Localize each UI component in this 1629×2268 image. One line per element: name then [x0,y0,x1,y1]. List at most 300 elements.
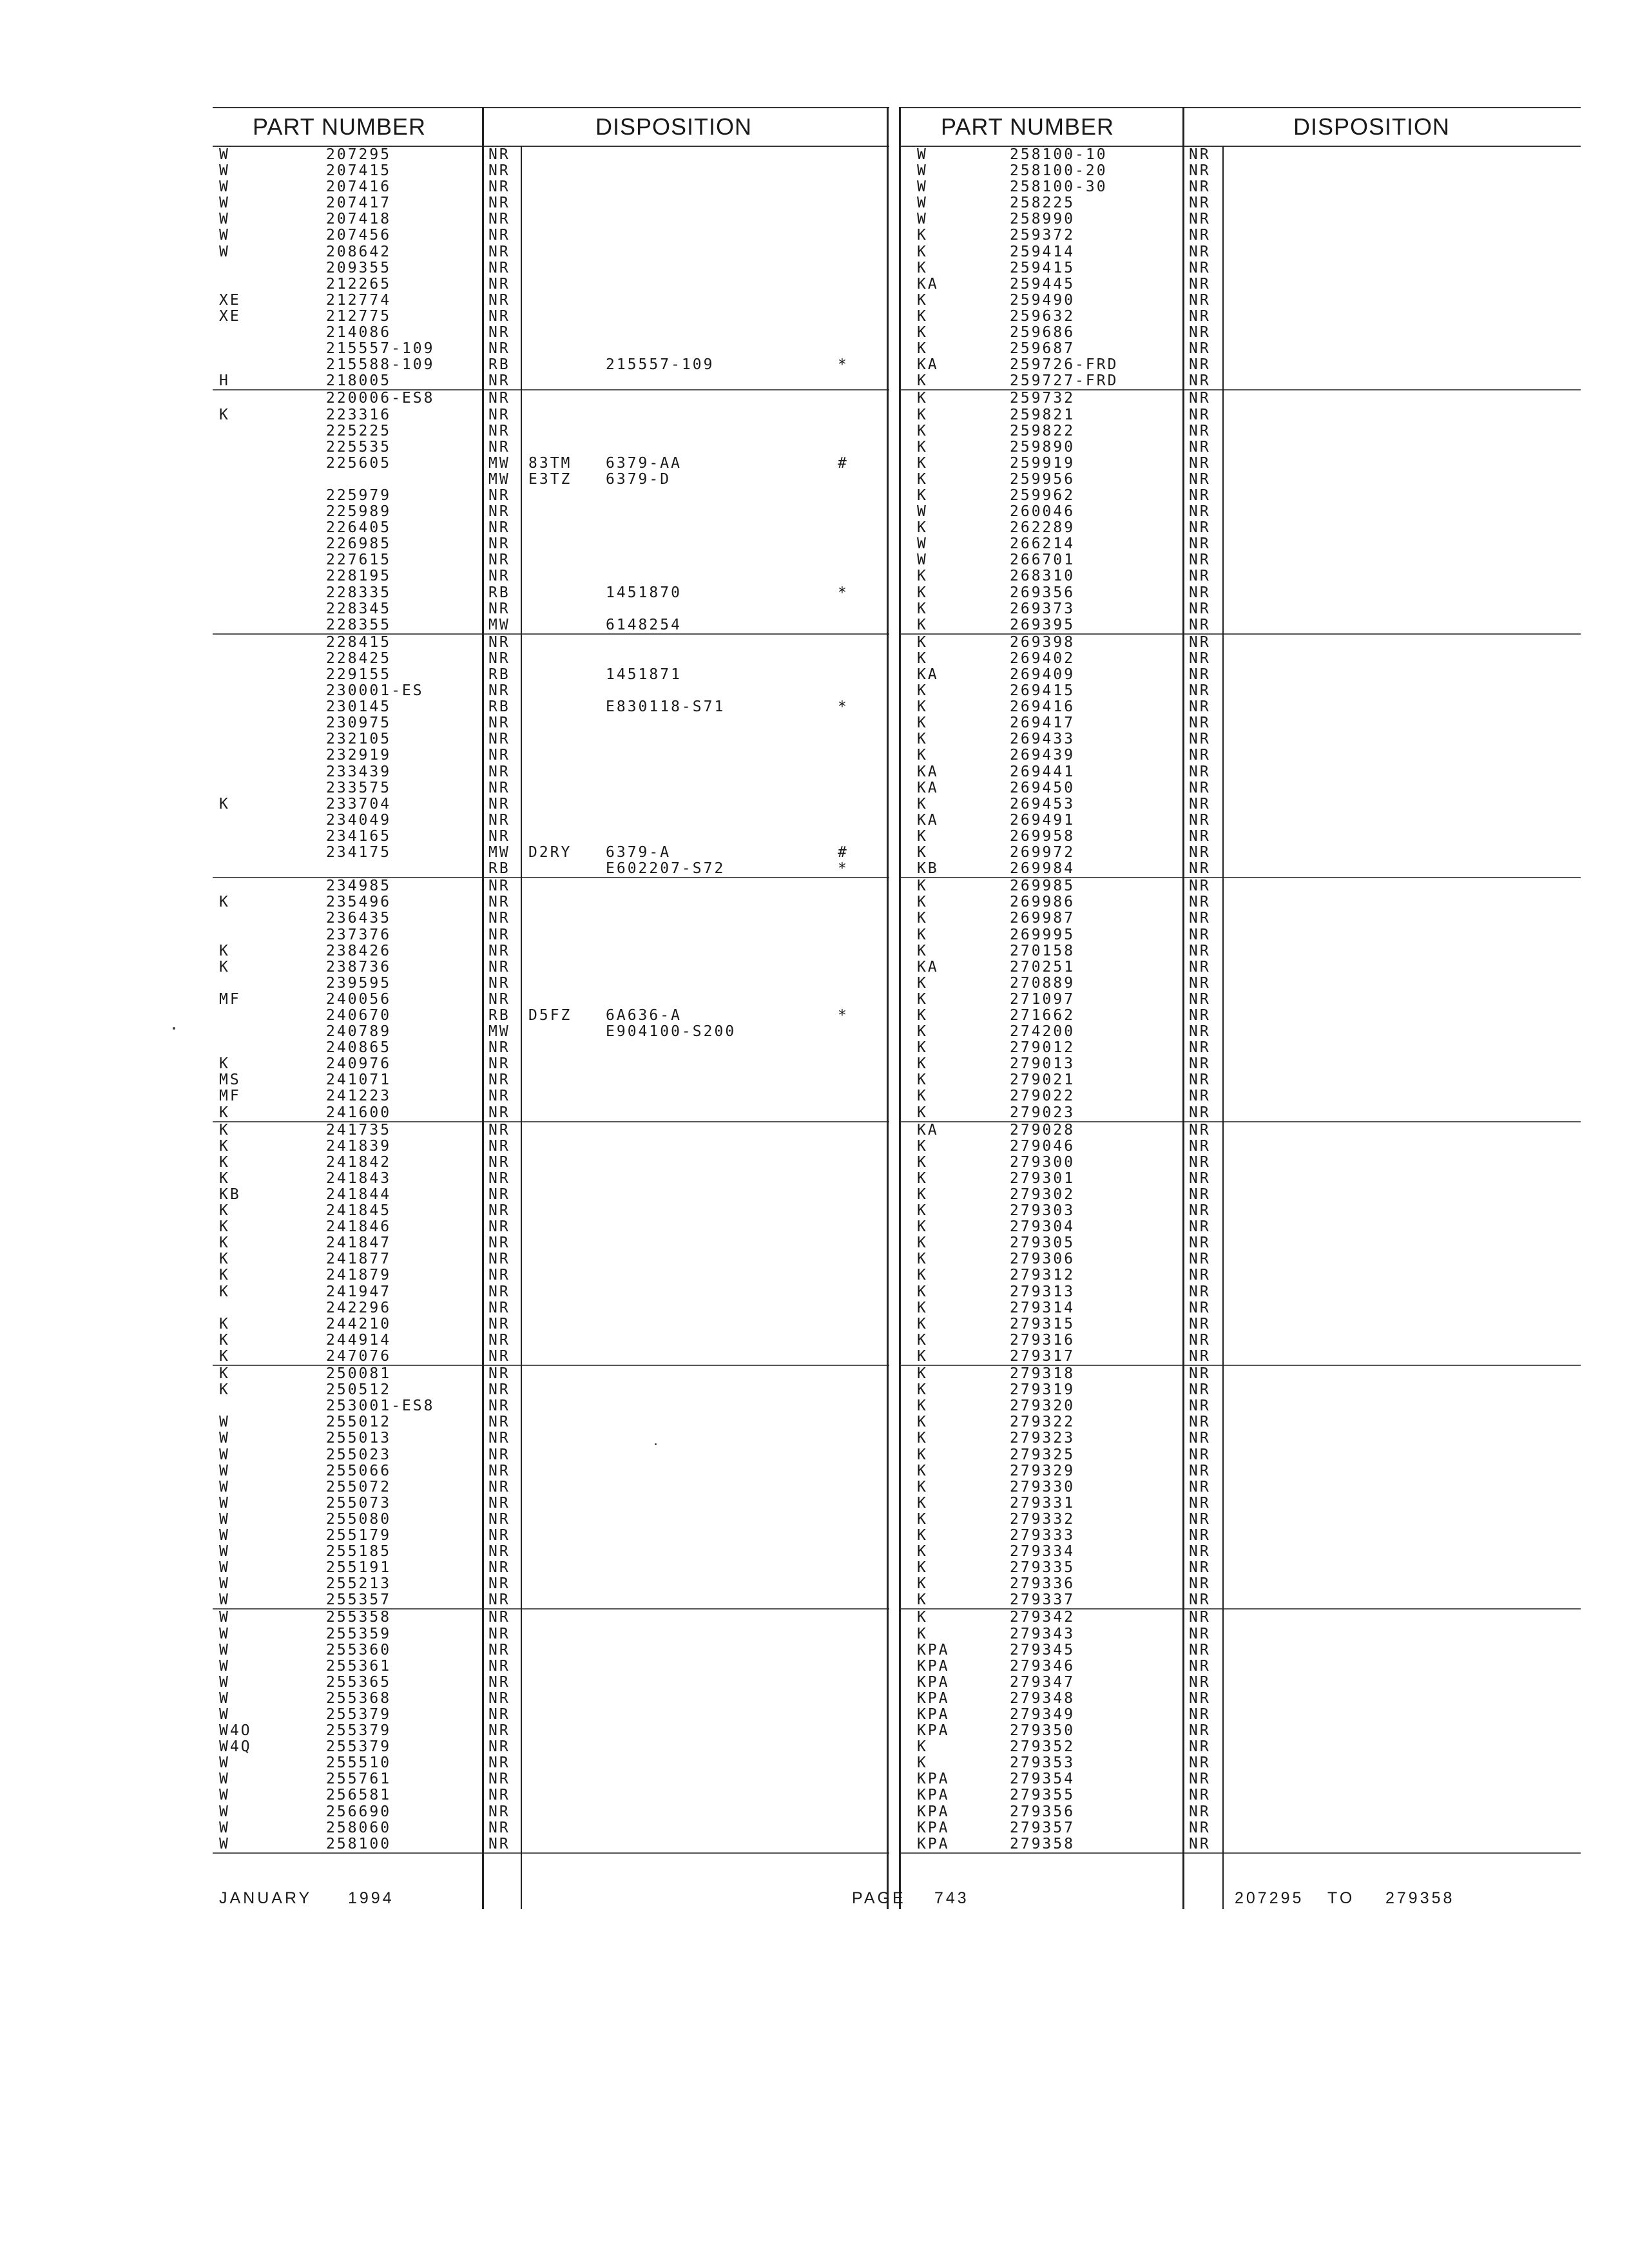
disposition-code-cell: RB [488,584,510,601]
replacement-part-cell: 6379-AA [606,454,682,472]
part-number-cell: 279013 [1010,1055,1075,1073]
part-number-cell: 225535 [326,438,392,456]
table-row [899,1836,1581,1854]
disposition-code-cell: NR [488,324,510,341]
model-code-cell: D2RY [528,844,572,861]
prefix-cell: KPA [917,1771,950,1788]
disposition-code-cell: NR [488,438,510,456]
part-number-cell: 241842 [326,1153,392,1171]
prefix-cell: K [917,1446,928,1463]
table-row [213,260,889,276]
prefix-cell: K [917,1006,928,1024]
disposition-code-cell: NR [1189,1462,1211,1479]
prefix-cell: W [917,503,928,521]
disposition-code-cell: NR [1189,990,1211,1008]
part-number-cell: 269984 [1010,860,1075,878]
disposition-code-cell: NR [488,1299,510,1316]
table-row [899,536,1581,552]
prefix-cell: K [917,1137,928,1155]
prefix-cell: W [917,211,928,228]
part-number-cell: 269402 [1010,649,1075,667]
disposition-code-cell: NR [1189,552,1211,569]
table-row [213,1528,889,1544]
prefix-cell: W [219,1494,230,1512]
disposition-code-cell: NR [488,1169,510,1187]
part-number-cell: 279303 [1010,1202,1075,1220]
part-number-cell: 271662 [1010,1006,1075,1024]
table-row [213,373,889,390]
part-number-cell: 234049 [326,811,392,829]
prefix-cell: K [219,1055,230,1073]
model-code-cell: E3TZ [528,470,572,488]
disposition-code-cell: NR [1189,1543,1211,1561]
part-number-cell: 259732 [1010,390,1075,407]
disposition-code-cell: NR [488,1186,510,1203]
part-number-cell: 259372 [1010,227,1075,244]
disposition-code-cell: NR [1189,1609,1211,1626]
table-row [213,764,889,780]
disposition-code-cell: NR [488,1494,510,1512]
prefix-cell: K [917,1398,928,1415]
part-number-cell: 208642 [326,243,392,260]
disposition-code-cell: NR [1189,535,1211,553]
disposition-code-cell: RB [488,698,510,716]
table-row [213,1512,889,1528]
prefix-cell: W [219,227,230,244]
table-row [899,747,1581,764]
table-row [213,472,889,488]
prefix-cell: K [917,1267,928,1284]
prefix-cell: K [219,1235,230,1252]
part-number-cell: 279347 [1010,1673,1075,1691]
disposition-code-cell: NR [488,178,510,196]
prefix-cell: K [917,1591,928,1609]
prefix-cell: K [917,438,928,456]
prefix-cell: K [219,1267,230,1284]
prefix-cell: K [917,1153,928,1171]
part-number-cell: 259821 [1010,406,1075,423]
column-divider [887,107,889,1909]
part-number-cell: 269356 [1010,584,1075,601]
table-row [899,1447,1581,1463]
part-number-cell: 269972 [1010,844,1075,861]
prefix-cell: K [917,1430,928,1447]
part-number-cell: 255080 [326,1510,392,1528]
prefix-cell: KB [219,1186,241,1203]
disposition-code-cell: NR [488,307,510,325]
prefix-cell: KPA [917,1787,950,1804]
prefix-cell: K [917,715,928,732]
part-number-cell: 269416 [1010,698,1075,716]
table-row [899,731,1581,747]
table-row [899,780,1581,796]
prefix-cell: K [219,1365,230,1383]
prefix-cell: W [917,195,928,212]
table-row [213,456,889,472]
part-number-cell: 212775 [326,307,392,325]
table-row [899,1056,1581,1072]
part-number-cell: 234165 [326,827,392,845]
part-number-cell: 228355 [326,616,392,633]
table-row [213,943,889,959]
part-number-cell: 240976 [326,1055,392,1073]
prefix-cell: K [917,259,928,276]
disposition-code-cell: NR [488,1446,510,1463]
table-row [899,1316,1581,1332]
prefix-cell: K [917,340,928,358]
disposition-code-cell: NR [488,715,510,732]
part-number-cell: 207456 [326,227,392,244]
part-number-cell: 241071 [326,1072,392,1089]
part-number-cell: 236435 [326,910,392,927]
disposition-code-cell: NR [488,894,510,911]
disposition-code-cell: NR [488,958,510,975]
part-number-cell: 233575 [326,779,392,796]
disposition-code-cell: NR [488,519,510,537]
part-number-cell: 259726-FRD [1010,356,1119,374]
part-number-cell: 269395 [1010,616,1075,633]
footer-range-end: 279358 [1385,1889,1455,1907]
part-number-cell: 266214 [1010,535,1075,553]
prefix-cell: K [219,1104,230,1121]
prefix-cell: K [219,795,230,812]
disposition-code-cell: NR [488,1251,510,1268]
prefix-cell: K [917,795,928,812]
part-number-cell: 279348 [1010,1689,1075,1707]
table-row [213,552,889,568]
disposition-code-cell: NR [1189,1591,1211,1609]
table-row [213,1463,889,1479]
part-number-cell: 269433 [1010,731,1075,748]
disposition-code-cell: NR [1189,1657,1211,1675]
disposition-code-cell: MW [488,844,510,861]
prefix-cell: W [219,1689,230,1707]
disposition-code-cell: NR [488,1575,510,1593]
disposition-code-cell: NR [1189,763,1211,780]
prefix-cell: K [917,747,928,764]
part-number-cell: 270889 [1010,974,1075,992]
table-row [899,1804,1581,1820]
disposition-code-cell: NR [488,1738,510,1756]
table-row [899,1463,1581,1479]
part-number-cell: 255179 [326,1526,392,1544]
part-number-cell: 230001-ES [326,682,424,700]
prefix-cell: W [219,243,230,260]
disposition-code-cell: NR [488,1088,510,1105]
part-number-cell: 259686 [1010,324,1075,341]
prefix-cell: KA [917,1121,939,1139]
disposition-code-cell: NR [1189,878,1211,895]
table-row [213,1836,889,1854]
prefix-cell: W [219,1835,230,1852]
disposition-code-cell: NR [1189,1559,1211,1577]
part-number-cell: 269441 [1010,763,1075,780]
part-number-cell: 225979 [326,486,392,504]
table-row [899,1251,1581,1267]
disposition-code-cell: NR [488,1526,510,1544]
disposition-code-cell: NR [488,1315,510,1332]
disposition-code-cell: NR [1189,666,1211,683]
prefix-cell: K [917,1039,928,1057]
table-row [213,520,889,536]
part-number-cell: 270251 [1010,958,1075,975]
note-mark-cell: * [838,356,849,374]
part-number-cell: 207416 [326,178,392,196]
prefix-cell: W [917,535,928,553]
prefix-cell: K [917,1347,928,1365]
disposition-code-cell: NR [488,1039,510,1057]
disposition-code-cell: NR [488,503,510,521]
part-number-cell: 237376 [326,926,392,943]
replacement-part-cell: 1451871 [606,666,682,683]
prefix-cell: K [219,1347,230,1365]
table-row [899,617,1581,635]
disposition-code-cell: NR [1189,860,1211,878]
table-row [213,1382,889,1398]
prefix-cell: K [917,568,928,585]
table-row [899,1626,1581,1642]
disposition-code-cell: NR [1189,1787,1211,1804]
prefix-cell: K [917,1559,928,1577]
right-table [899,107,1581,1854]
prefix-cell: K [917,243,928,260]
table-row [899,715,1581,731]
disposition-code-cell: NR [1189,1267,1211,1284]
disposition-code-cell: NR [488,649,510,667]
part-number-cell: 269987 [1010,910,1075,927]
disposition-code-cell: NR [1189,1494,1211,1512]
part-number-cell: 255013 [326,1430,392,1447]
disposition-code-cell: NR [488,243,510,260]
prefix-cell: K [917,974,928,992]
prefix-cell: K [917,519,928,537]
table-row [213,1316,889,1332]
note-mark-cell: * [838,860,849,878]
footer-month: JANUARY [219,1889,313,1907]
replacement-part-cell: 215557-109 [606,356,715,374]
table-row [899,390,1581,407]
table-row [899,910,1581,927]
scan-speck [655,1443,657,1445]
disposition-code-cell: NR [488,1153,510,1171]
table-row [899,1024,1581,1040]
disposition-code-cell: RB [488,860,510,878]
part-number-cell: 242296 [326,1299,392,1316]
disposition-code-cell: NR [488,1331,510,1349]
disposition-code-cell: NR [1189,307,1211,325]
disposition-code-cell: NR [1189,616,1211,633]
prefix-cell: W [219,1591,230,1609]
table-row [213,1219,889,1235]
table-row [899,1642,1581,1658]
disposition-code-cell: NR [1189,1315,1211,1332]
table-row [899,959,1581,975]
prefix-cell: KPA [917,1673,950,1691]
table-row [213,1171,889,1187]
prefix-cell: K [917,633,928,651]
table-row [213,1251,889,1267]
disposition-code-cell: NR [488,422,510,439]
table-row [213,1008,889,1024]
table-row [899,1479,1581,1495]
table-row [213,1088,889,1104]
part-number-cell: 255072 [326,1478,392,1495]
disposition-code-cell: RB [488,666,510,683]
part-number-cell: 241879 [326,1267,392,1284]
model-code-cell: 83TM [528,454,572,472]
part-number-cell: 255357 [326,1591,392,1609]
disposition-code-cell: NR [488,1609,510,1626]
part-number-cell: 228415 [326,633,392,651]
table-row [213,1300,889,1316]
prefix-cell: K [917,1754,928,1772]
table-row [213,927,889,943]
table-row [213,812,889,829]
part-number-cell: 228335 [326,584,392,601]
disposition-code-cell: NR [488,1706,510,1723]
disposition-code-cell: NR [1189,1754,1211,1772]
part-number-cell: 255191 [326,1559,392,1577]
disposition-code-cell: NR [488,568,510,585]
part-number-cell: 247076 [326,1347,392,1365]
part-number-cell: 241600 [326,1104,392,1121]
part-number-cell: 279357 [1010,1819,1075,1836]
table-row [899,1755,1581,1771]
table-row [213,1430,889,1446]
part-number-cell: 279306 [1010,1251,1075,1268]
table-row [899,796,1581,812]
part-number-cell: 255360 [326,1641,392,1658]
part-number-cell: 215588-109 [326,356,435,374]
table-row [899,357,1581,373]
disposition-code-cell: NR [1189,227,1211,244]
part-number-cell: 279320 [1010,1398,1075,1415]
prefix-cell: K [917,1381,928,1399]
table-row [213,439,889,456]
disposition-code-cell: NR [1189,1803,1211,1820]
table-row [899,373,1581,390]
disposition-code-cell: NR [1189,1331,1211,1349]
table-row [213,699,889,715]
disposition-code-cell: NR [488,1104,510,1121]
table-row [899,651,1581,667]
prefix-cell: W [219,1609,230,1626]
code-column-divider [1222,146,1224,1909]
disposition-code-cell: NR [1189,1283,1211,1300]
table-row [213,780,889,796]
prefix-cell: K [917,1104,928,1121]
prefix-cell: W [219,1625,230,1642]
part-number-cell: 258100 [326,1835,392,1852]
prefix-cell: K [917,731,928,748]
disposition-code-cell: NR [488,372,510,390]
note-mark-cell: # [838,454,849,472]
disposition-code-cell: NR [488,1478,510,1495]
disposition-code-cell: NR [1189,1478,1211,1495]
table-row [213,536,889,552]
part-number-cell: 250512 [326,1381,392,1399]
disposition-code-cell: NR [488,259,510,276]
prefix-cell: K [917,390,928,407]
part-number-cell: 279355 [1010,1787,1075,1804]
part-number-cell: 279012 [1010,1039,1075,1057]
part-number-cell: 279319 [1010,1381,1075,1399]
disposition-code-cell: NR [1189,1526,1211,1544]
part-number-cell: 255379 [326,1738,392,1756]
part-number-cell: 233439 [326,763,392,780]
table-row [899,1300,1581,1316]
table-row [213,1040,889,1056]
prefix-cell: W [219,162,230,180]
table-row [899,927,1581,943]
table-row [213,683,889,699]
disposition-code-cell: NR [488,878,510,895]
table-row [899,943,1581,959]
part-number-cell: 279358 [1010,1835,1075,1852]
disposition-code-cell: NR [1189,146,1211,163]
disposition-code-cell: NR [1189,1023,1211,1041]
table-row [213,1366,889,1382]
part-number-cell: 259822 [1010,422,1075,439]
prefix-cell: K [917,1526,928,1544]
prefix-cell: K [219,1121,230,1139]
disposition-code-cell: NR [488,1657,510,1675]
disposition-code-cell: NR [1189,1104,1211,1121]
table-row [213,1592,889,1610]
part-number-cell: 259632 [1010,307,1075,325]
part-number-cell: 241843 [326,1169,392,1187]
part-number-cell: 255761 [326,1771,392,1788]
disposition-code-cell: NR [488,1787,510,1804]
disposition-code-cell: NR [1189,1072,1211,1089]
disposition-code-cell: NR [1189,275,1211,293]
table-row [213,1203,889,1219]
table-row [899,1707,1581,1723]
disposition-code-cell: NR [488,1202,510,1220]
table-row [213,1804,889,1820]
part-number-cell: 258100-10 [1010,146,1108,163]
part-number-cell: 269398 [1010,633,1075,651]
part-number-cell: 259890 [1010,438,1075,456]
note-mark-cell: * [838,698,849,716]
prefix-cell: K [917,844,928,861]
disposition-code-cell: NR [488,1771,510,1788]
table-row [899,1820,1581,1836]
part-number-cell: 279304 [1010,1218,1075,1236]
part-number-cell: 279331 [1010,1494,1075,1512]
prefix-cell: K [219,894,230,911]
part-number-cell: 279352 [1010,1738,1075,1756]
part-number-cell: 269415 [1010,682,1075,700]
left-table [213,107,889,1854]
prefix-cell: W [219,1787,230,1804]
part-number-cell: 279346 [1010,1657,1075,1675]
part-number-cell: 259687 [1010,340,1075,358]
prefix-cell: W [219,1510,230,1528]
table-row [899,1187,1581,1203]
table-row [213,276,889,293]
prefix-cell: W [219,1446,230,1463]
table-row [899,1658,1581,1675]
part-number-cell: 255023 [326,1446,392,1463]
prefix-cell: K [219,1251,230,1268]
disposition-code-cell: NR [1189,422,1211,439]
part-number-cell: 279332 [1010,1510,1075,1528]
prefix-cell: W [219,1478,230,1495]
part-number-cell: 279323 [1010,1430,1075,1447]
table-row [213,568,889,584]
disposition-code-cell: NR [1189,291,1211,309]
